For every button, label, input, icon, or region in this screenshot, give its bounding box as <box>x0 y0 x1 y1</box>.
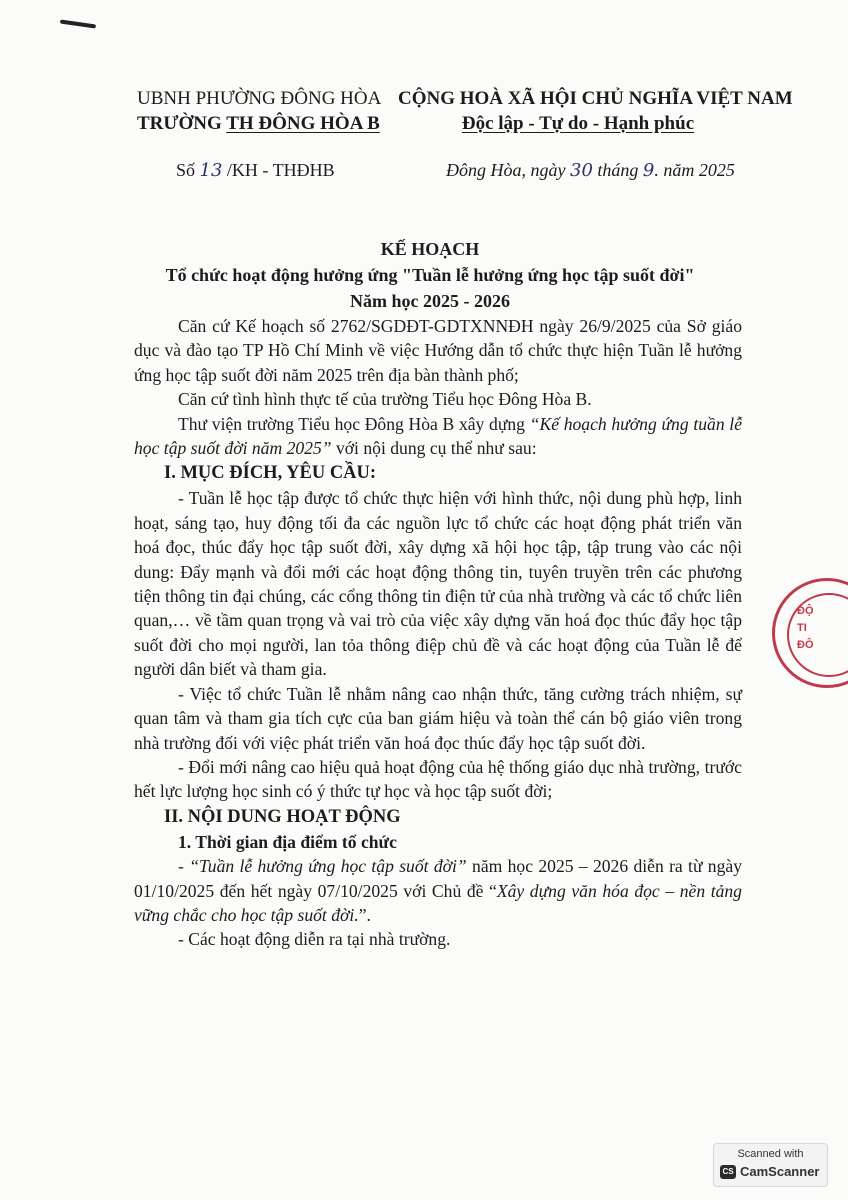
org-name: UBNH PHƯỜNG ĐÔNG HÒA <box>137 88 382 109</box>
section-heading-1: I. MỤC ĐÍCH, YÊU CẦU: <box>164 463 377 484</box>
document-title <box>110 236 750 314</box>
document-date: Đông Hòa, ngày 30 tháng 9. năm 2025 <box>446 160 735 181</box>
national-header <box>398 86 793 136</box>
paragraph-basis-1: Căn cứ Kế hoạch số 2762/SGDĐT-GDTXNNĐH ngày 26/9/2025 của Sở giáo dục và đào tạo TP Hồ Chí Minh về việc Hướng dẫn tổ chức thực hiện Tuần lễ hưởng ứng học tập suốt đời năm 2025 trên địa bàn thành phố; <box>134 316 742 385</box>
school-name: TRƯỜNG TH ĐÔNG HÒA B <box>137 113 380 134</box>
camscanner-watermark <box>713 1143 828 1187</box>
title-school-year: Năm học 2025 - 2026 <box>350 291 510 311</box>
national-motto: Độc lập - Tự do - Hạnh phúc <box>461 113 695 134</box>
paragraph-basis-2: Căn cứ tình hình thực tế của trường Tiểu học Đông Hòa B. <box>178 389 592 410</box>
title-subtitle: Tổ chức hoạt động hưởng ứng "Tuần lễ hưởng ứng học tập suốt đời" <box>165 265 695 285</box>
section1-paragraph-3: - Đổi mới nâng cao hiệu quả hoạt động của hệ thống giáo dục nhà trường, trước hết lực lượng học sinh có ý thức tự học và học tập suốt đời; <box>134 756 742 802</box>
organization-header <box>137 86 381 136</box>
official-stamp <box>772 578 848 688</box>
watermark-caption: Scanned with <box>737 1148 804 1160</box>
paragraph-intro: Thư viện trường Tiểu học Đông Hòa B xây dựng “Kế hoạch hưởng ứng tuần lễ học tập suốt đời năm 2025” với nội dung cụ thể như sau: <box>134 413 743 459</box>
subsection-heading-1: 1. Thời gian địa điểm tổ chức <box>178 831 397 852</box>
watermark-brand: CamScanner <box>740 1164 820 1179</box>
handwritten-day: 30 <box>570 160 593 181</box>
section1-paragraph-1: - Tuần lễ học tập được tổ chức thực hiện với hình thức, nội dung phù hợp, linh hoạt, sáng tạo, huy động tối đa các nguồn lực tổ chức các hoạt động phát triển văn hoá đọc, thúc đẩy học tập suốt đời, xây dựng xã hội học tập, tập trung vào các nội dung: Đẩy mạnh và đổi mới các hoạt động thông tin, tuyên truyền trên các phương tiện thông tin đại chúng, các cổng thông tin điện tử của nhà trường và các tổ chức liên quan,… về tầm quan trọng và vai trò của việc xây dựng văn hoá đọc thúc đẩy học tập suốt đời cho mọi người, lan tỏa thông điệp chủ đề và các hoạt động của Tuần lễ để người dân biết và tham gia. <box>134 488 742 680</box>
nation-name: CỘNG HOÀ XÃ HỘI CHỦ NGHĨA VIỆT NAM <box>398 88 793 109</box>
section-heading-2: II. NỘI DUNG HOẠT ĐỘNG <box>164 806 401 827</box>
stamp-text: ĐỘ TI ĐÔ <box>797 605 814 651</box>
section2-paragraph-2: - Các hoạt động diễn ra tại nhà trường. <box>178 929 451 950</box>
title-main: KẾ HOẠCH <box>380 239 480 259</box>
section2-paragraph-1: - “Tuần lễ hưởng ứng học tập suốt đời” năm học 2025 – 2026 diễn ra từ ngày 01/10/2025 đến hết ngày 07/10/2025 với Chủ đề “Xây dựng văn hóa đọc – nền tảng vững chắc cho học tập suốt đời.”. <box>134 856 742 925</box>
section1-paragraph-2: - Việc tổ chức Tuần lễ nhằm nâng cao nhận thức, tăng cường trách nhiệm, sự quan tâm và tham gia tích cực của ban giám hiệu và toàn thể cán bộ giáo viên trong nhà trường đối với việc phát triển văn hoá đọc thúc đẩy học tập suốt đời. <box>134 683 742 753</box>
document-number: Số 13 /KH - THĐHB <box>176 160 335 181</box>
camscanner-logo-icon: CS <box>720 1165 736 1179</box>
pen-mark <box>60 20 96 29</box>
handwritten-month: 9 <box>642 160 655 181</box>
handwritten-number: 13 <box>199 160 223 181</box>
document-body <box>134 314 742 952</box>
